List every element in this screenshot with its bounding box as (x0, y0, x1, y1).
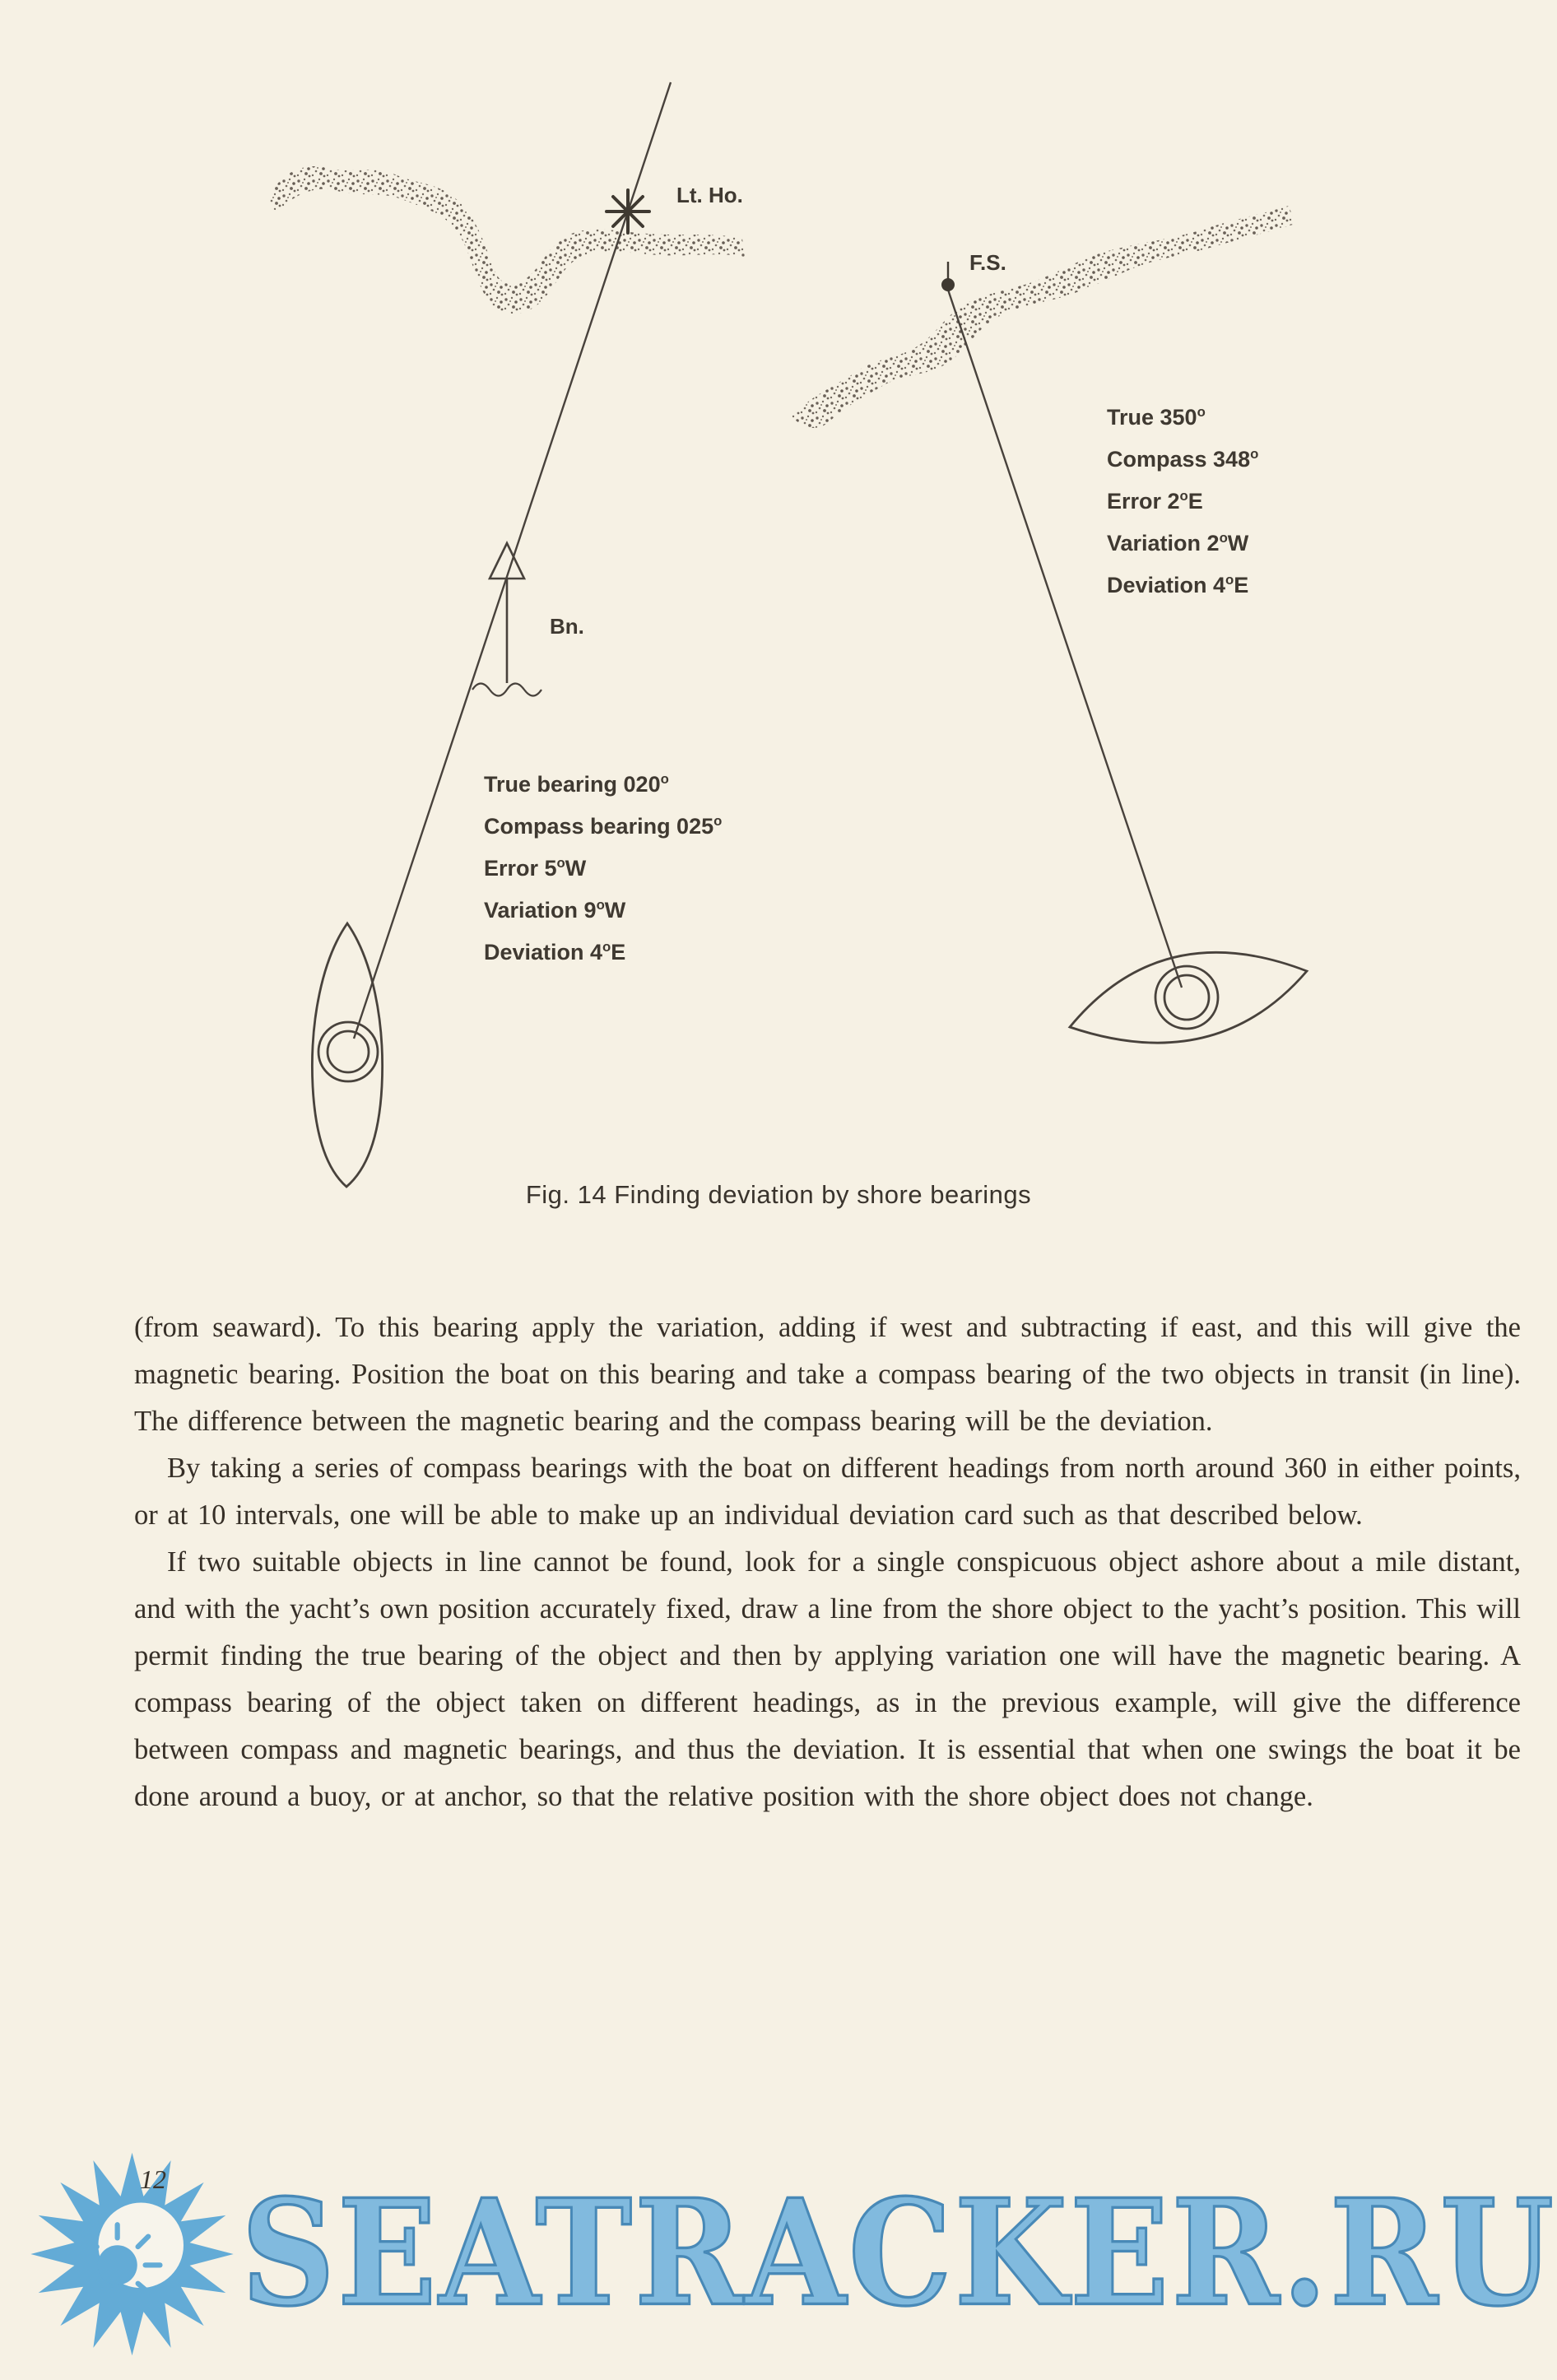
sun-logo-icon (23, 2151, 241, 2357)
lighthouse-star-icon (607, 190, 649, 233)
flagstaff-label: F.S. (969, 250, 1006, 275)
annotation-variation: Variation 9$^o$W (484, 897, 626, 923)
annotation-variation: Variation 2$^o$W (1107, 530, 1249, 555)
page-number: 12 (140, 2164, 166, 2194)
annotation-deviation: Deviation 4$^o$E (1107, 572, 1249, 597)
body-text (134, 1304, 1521, 1820)
annotation-deviation: Deviation 4$^o$E (484, 939, 626, 965)
coastline-right (792, 206, 1295, 428)
annotation-compass: Compass 348$^o$ (1107, 446, 1259, 472)
watermark-text: SEATRACKER.RU (241, 2168, 1556, 2340)
paragraph-1: (from seaward). To this bearing apply the variation, adding if west and subtracting if east, and this will give the magnetic bearing. Position the boat on this bearing and take a compass bearing of the two objects in transit (in line). The difference between the magnetic bearing and the compass bearing will be the deviation. (134, 1312, 1521, 1437)
annotation-true: True 350$^o$ (1107, 404, 1206, 430)
annotation-compass-bearing: Compass bearing 025$^o$ (484, 813, 723, 839)
flagstaff-icon (941, 262, 955, 291)
annotation-error: Error 5$^o$W (484, 855, 587, 881)
right-boat (1070, 952, 1307, 1043)
coastline-left (270, 166, 745, 314)
lighthouse-label: Lt. Ho. (676, 183, 743, 207)
beacon-label: Bn. (550, 614, 584, 639)
annotation-true-bearing: True bearing 020$^o$ (484, 771, 669, 797)
beacon-icon (472, 543, 541, 696)
left-bearing-annotations (484, 764, 722, 974)
watermark (23, 2151, 1556, 2357)
left-boat (312, 923, 382, 1187)
right-bearing-annotations (1107, 397, 1258, 607)
annotation-error: Error 2$^o$E (1107, 488, 1203, 514)
paragraph-2: By taking a series of compass bearings with the boat on different headings from north around 360 in either points, or at 10 intervals, one will be able to make up an individual deviation card such as that described below. (134, 1453, 1521, 1531)
paragraph-3: If two suitable objects in line cannot be found, look for a single conspicuous object ashore about a mile distant, and with the yacht’s own position accurately fixed, draw a line from the shore object to the yacht’s position. This will permit finding the true bearing of the object and then by applying variation one will have the magnetic bearing. A compass bearing of the object taken on different headings, as in the previous example, will give the difference between compass and magnetic bearings, and thus the deviation. It is essential that when one swings the boat it be done around a buoy, or at anchor, so that the relative position with the shore object does not change. (134, 1546, 1521, 1812)
figure-caption: Fig. 14 Finding deviation by shore bearings (525, 1180, 1032, 1209)
bearing-line-right (948, 290, 1182, 988)
